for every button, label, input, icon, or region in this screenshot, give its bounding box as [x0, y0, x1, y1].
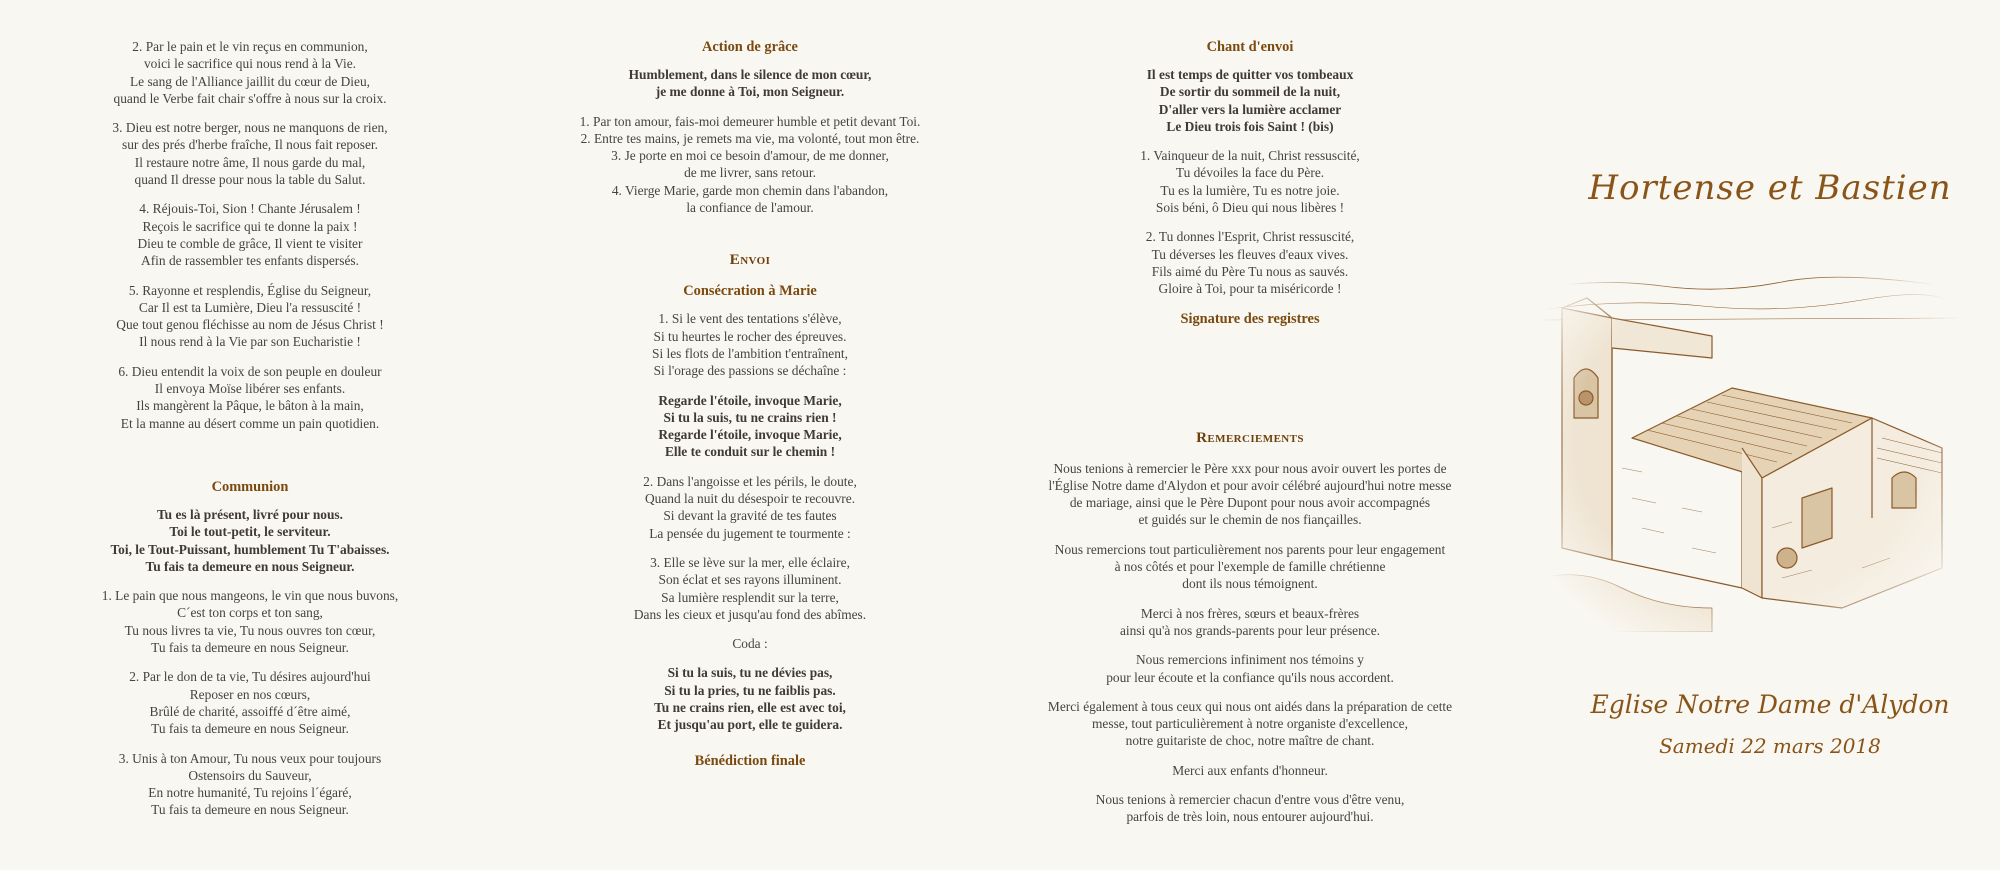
verse: [549, 113, 951, 217]
text-line: Brûlé de charité, assoiffé d´être aimé,: [149, 703, 351, 719]
verse: [74, 282, 426, 351]
verse: [1015, 791, 1485, 826]
text-line: Si tu la pries, tu ne faiblis pas.: [664, 682, 836, 698]
spacer: [74, 444, 426, 478]
text-line: voici le sacrifice qui nous rend à la Vie.: [143, 56, 356, 72]
text-line: la confiance de l'amour.: [686, 200, 814, 216]
text-line: 3. Elle se lève sur la mer, elle éclaire,: [650, 554, 850, 570]
ceremony-date: Samedi 22 mars 2018: [1659, 734, 1881, 758]
refrain: [549, 392, 951, 461]
text-line: Regarde l'étoile, invoque Marie,: [658, 427, 842, 443]
refrain: [74, 506, 426, 575]
text-line: Ils mangèrent la Pâque, le bâton à la main,: [136, 398, 364, 414]
text-line: Nous tenions à remercier le Père xxx pour nous avoir ouvert les portes de: [1053, 460, 1447, 476]
text-line: Coda :: [732, 636, 768, 652]
verse: [549, 635, 951, 652]
church-name: Eglise Notre Dame d'Alydon: [1590, 690, 1950, 719]
text-line: La pensée du jugement te tourmente :: [649, 525, 851, 541]
text-line: Et jusqu'au port, elle te guidera.: [657, 717, 843, 733]
panel-right-text: [1015, 38, 1485, 838]
text-line: 1. Si le vent des tentations s'élève,: [658, 311, 842, 327]
verse: [549, 554, 951, 623]
spacer: [1015, 338, 1485, 428]
verse: [1015, 762, 1485, 779]
text-line: 2. Entre tes mains, je remets ma vie, ma volonté, tout mon être.: [580, 130, 920, 146]
text-line: De sortir du sommeil de la nuit,: [1159, 84, 1341, 100]
text-line: 2. Par le pain et le vin reçus en communion,: [132, 39, 368, 54]
text-line: 5. Rayonne et resplendis, Église du Seigneur,: [128, 282, 372, 298]
text-line: Toi le tout-petit, le serviteur.: [169, 524, 331, 540]
text-line: Fils aimé du Père Tu nous as sauvés.: [1151, 263, 1349, 279]
refrain: [549, 664, 951, 733]
text-line: notre guitariste de choc, notre maître de chant.: [1125, 733, 1375, 749]
text-line: de me livrer, sans retour.: [684, 165, 816, 181]
text-line: Si les flots de l'ambition t'entraînent,: [652, 345, 848, 361]
text-line: 1. Le pain que nous mangeons, le vin que nous buvons,: [101, 588, 399, 604]
text-line: Quand la nuit du désespoir te recouvre.: [644, 491, 856, 507]
text-line: Tu fais ta demeure en nous Seigneur.: [151, 640, 349, 656]
text-line: à nos côtés et pour l'exemple de famille chrétienne: [1114, 559, 1386, 575]
text-line: C´est ton corps et ton sang,: [177, 605, 323, 621]
text-line: Regarde l'étoile, invoque Marie,: [658, 392, 842, 408]
text-line: Humblement, dans le silence de mon cœur,: [628, 67, 872, 82]
text-line: En notre humanité, Tu rejoins l´égaré,: [148, 785, 352, 801]
text-line: et guidés sur le chemin de nos fiançailles.: [1138, 512, 1362, 528]
text-line: Le sang de l'Alliance jaillit du cœur de Dieu,: [129, 73, 371, 89]
text-line: 3. Je porte en moi ce besoin d'amour, de me donner,: [611, 148, 889, 164]
text-line: 4. Vierge Marie, garde mon chemin dans l'abandon,: [611, 182, 889, 198]
text-line: Que tout genou fléchisse au nom de Jésus Christ !: [116, 317, 384, 333]
text-line: Nous remercions tout particulièrement nos parents pour leur engagement: [1054, 541, 1446, 557]
text-line: Et la manne au désert comme un pain quotidien.: [120, 415, 380, 431]
couple-names: Hortense et Bastien: [1588, 168, 1952, 208]
text-line: 3. Unis à ton Amour, Tu nous veux pour toujours: [118, 750, 382, 766]
text-line: 1. Vainqueur de la nuit, Christ ressuscité,: [1140, 148, 1360, 164]
text-line: Toi, le Tout-Puissant, humblement Tu T'abaisses.: [110, 541, 390, 557]
verse: [74, 750, 426, 819]
panel-left: [74, 38, 426, 831]
text-line: Tu es la lumière, Tu es notre joie.: [1160, 182, 1340, 198]
verse: [74, 363, 426, 432]
text-line: Gloire à Toi, pour ta miséricorde !: [1158, 281, 1342, 297]
text-line: Le Dieu trois fois Saint ! (bis): [1166, 118, 1334, 134]
section-heading: Chant d'envoi: [1206, 39, 1294, 55]
text-line: Tu es là présent, livré pour nous.: [156, 506, 343, 522]
text-line: Sois béni, ô Dieu qui nous libères !: [1155, 200, 1345, 216]
text-line: Son éclat et ses rayons illuminent.: [658, 572, 842, 588]
text-line: D'aller vers la lumière acclamer: [1158, 101, 1342, 117]
section-heading: Communion: [211, 478, 289, 495]
verse: [1015, 698, 1485, 750]
text-line: Si l'orage des passions se déchaîne :: [653, 363, 847, 379]
verse: [1015, 228, 1485, 297]
text-line: pour leur écoute et la confiance qu'ils nous accordent.: [1106, 669, 1394, 685]
text-line: Reçois le sacrifice qui te donne la paix !: [142, 218, 358, 234]
section-heading: Bénédiction finale: [694, 752, 806, 769]
text-line: Tu ne crains rien, elle est avec toi,: [654, 700, 846, 716]
text-line: Nous remercions infiniment nos témoins y: [1136, 652, 1364, 668]
text-line: Ostensoirs du Sauveur,: [188, 767, 312, 783]
text-line: Il nous rend à la Vie par son Eucharistie !: [139, 334, 361, 350]
text-line: messe, tout particulièrement à notre organiste d'excellence,: [1092, 716, 1408, 732]
verse: [1015, 605, 1485, 640]
verse: [1015, 460, 1485, 529]
text-line: Sa lumière resplendit sur la terre,: [661, 589, 839, 605]
text-line: Il est temps de quitter vos tombeaux: [1146, 67, 1354, 82]
verse: [74, 587, 426, 656]
text-line: 2. Tu donnes l'Esprit, Christ ressuscité,: [1145, 229, 1355, 245]
refrain: [549, 66, 951, 101]
text-line: Car Il est ta Lumière, Dieu l'a ressuscité !: [138, 299, 362, 315]
text-line: Nous tenions à remercier chacun d'entre vous d'être venu,: [1095, 792, 1405, 808]
text-line: sur des prés d'herbe fraîche, Il nous fait reposer.: [122, 137, 378, 153]
text-line: Il envoya Moïse libérer ses enfants.: [154, 381, 346, 397]
text-line: dont ils nous témoignent.: [1182, 576, 1318, 592]
text-line: Reposer en nos cœurs,: [189, 686, 311, 702]
text-line: quand Il dresse pour nous la table du Salut.: [134, 172, 366, 188]
text-line: de mariage, ainsi que le Père Dupont pour nous avoir accompagnés: [1069, 495, 1431, 511]
text-line: Tu fais ta demeure en nous Seigneur.: [145, 558, 355, 574]
text-line: 6. Dieu entendit la voix de son peuple en douleur: [118, 363, 382, 379]
text-line: 4. Réjouis-Toi, Sion ! Chante Jérusalem !: [139, 201, 361, 217]
verse: [74, 38, 426, 107]
text-line: Tu fais ta demeure en nous Seigneur.: [151, 802, 349, 818]
text-line: Tu dévoiles la face du Père.: [1175, 165, 1325, 181]
verse: [74, 200, 426, 269]
church-sketch-illustration: [1542, 248, 1958, 632]
section-title: Envoi: [729, 251, 771, 269]
spacer: [549, 228, 951, 250]
verse: [1015, 651, 1485, 686]
text-line: l'Église Notre dame d'Alydon et pour avoir célébré aujourd'hui notre messe: [1048, 477, 1452, 493]
text-line: Il restaure notre âme, Il nous garde du mal,: [134, 154, 366, 170]
text-line: quand le Verbe fait chair s'offre à nous sur la croix.: [113, 90, 387, 106]
verse: [74, 119, 426, 188]
text-line: Elle te conduit sur le chemin !: [664, 444, 836, 460]
text-line: je me donne à Toi, mon Seigneur.: [655, 84, 845, 100]
text-line: Afin de rassembler tes enfants dispersés.: [141, 253, 359, 269]
section-heading: Action de grâce: [702, 39, 798, 55]
panel-middle: [549, 38, 951, 780]
text-line: Merci à nos frères, sœurs et beaux-frères: [1140, 605, 1360, 621]
text-line: Merci également à tous ceux qui nous ont aidés dans la préparation de cette: [1047, 698, 1453, 714]
text-line: Tu nous livres ta vie, Tu nous ouvres ton cœur,: [124, 622, 376, 638]
text-line: Tu fais ta demeure en nous Seigneur.: [151, 721, 349, 737]
verse: [1015, 541, 1485, 593]
text-line: Si tu la suis, tu ne dévies pas,: [667, 665, 833, 681]
verse: [1015, 147, 1485, 216]
text-line: ainsi qu'à nos grands-parents pour leur présence.: [1119, 622, 1381, 638]
text-line: 3. Dieu est notre berger, nous ne manquons de rien,: [112, 120, 388, 136]
refrain: [1015, 66, 1485, 135]
verse: [549, 473, 951, 542]
section-heading: Consécration à Marie: [683, 283, 817, 300]
section-heading: Signature des registres: [1180, 310, 1320, 327]
text-line: Dieu te comble de grâce, Il vient te visiter: [137, 235, 363, 251]
text-line: Si tu heurtes le rocher des épreuves.: [653, 328, 847, 344]
text-line: Si devant la gravité de tes fautes: [663, 508, 837, 524]
verse: [74, 668, 426, 737]
text-line: Si tu la suis, tu ne crains rien !: [663, 409, 837, 425]
text-line: Merci aux enfants d'honneur.: [1172, 762, 1328, 778]
verse: [549, 310, 951, 379]
text-line: 1. Par ton amour, fais-moi demeurer humble et petit devant Toi.: [579, 113, 921, 129]
text-line: Dans les cieux et jusqu'au fond des abîmes.: [633, 606, 867, 622]
text-line: 2. Par le don de ta vie, Tu désires aujourd'hui: [129, 669, 371, 685]
text-line: 2. Dans l'angoisse et les périls, le doute,: [643, 473, 857, 489]
section-title: Remerciements: [1196, 428, 1304, 446]
text-line: Tu déverses les fleuves d'eaux vives.: [1151, 246, 1349, 262]
text-line: parfois de très loin, nous entourer aujourd'hui.: [1126, 809, 1374, 825]
